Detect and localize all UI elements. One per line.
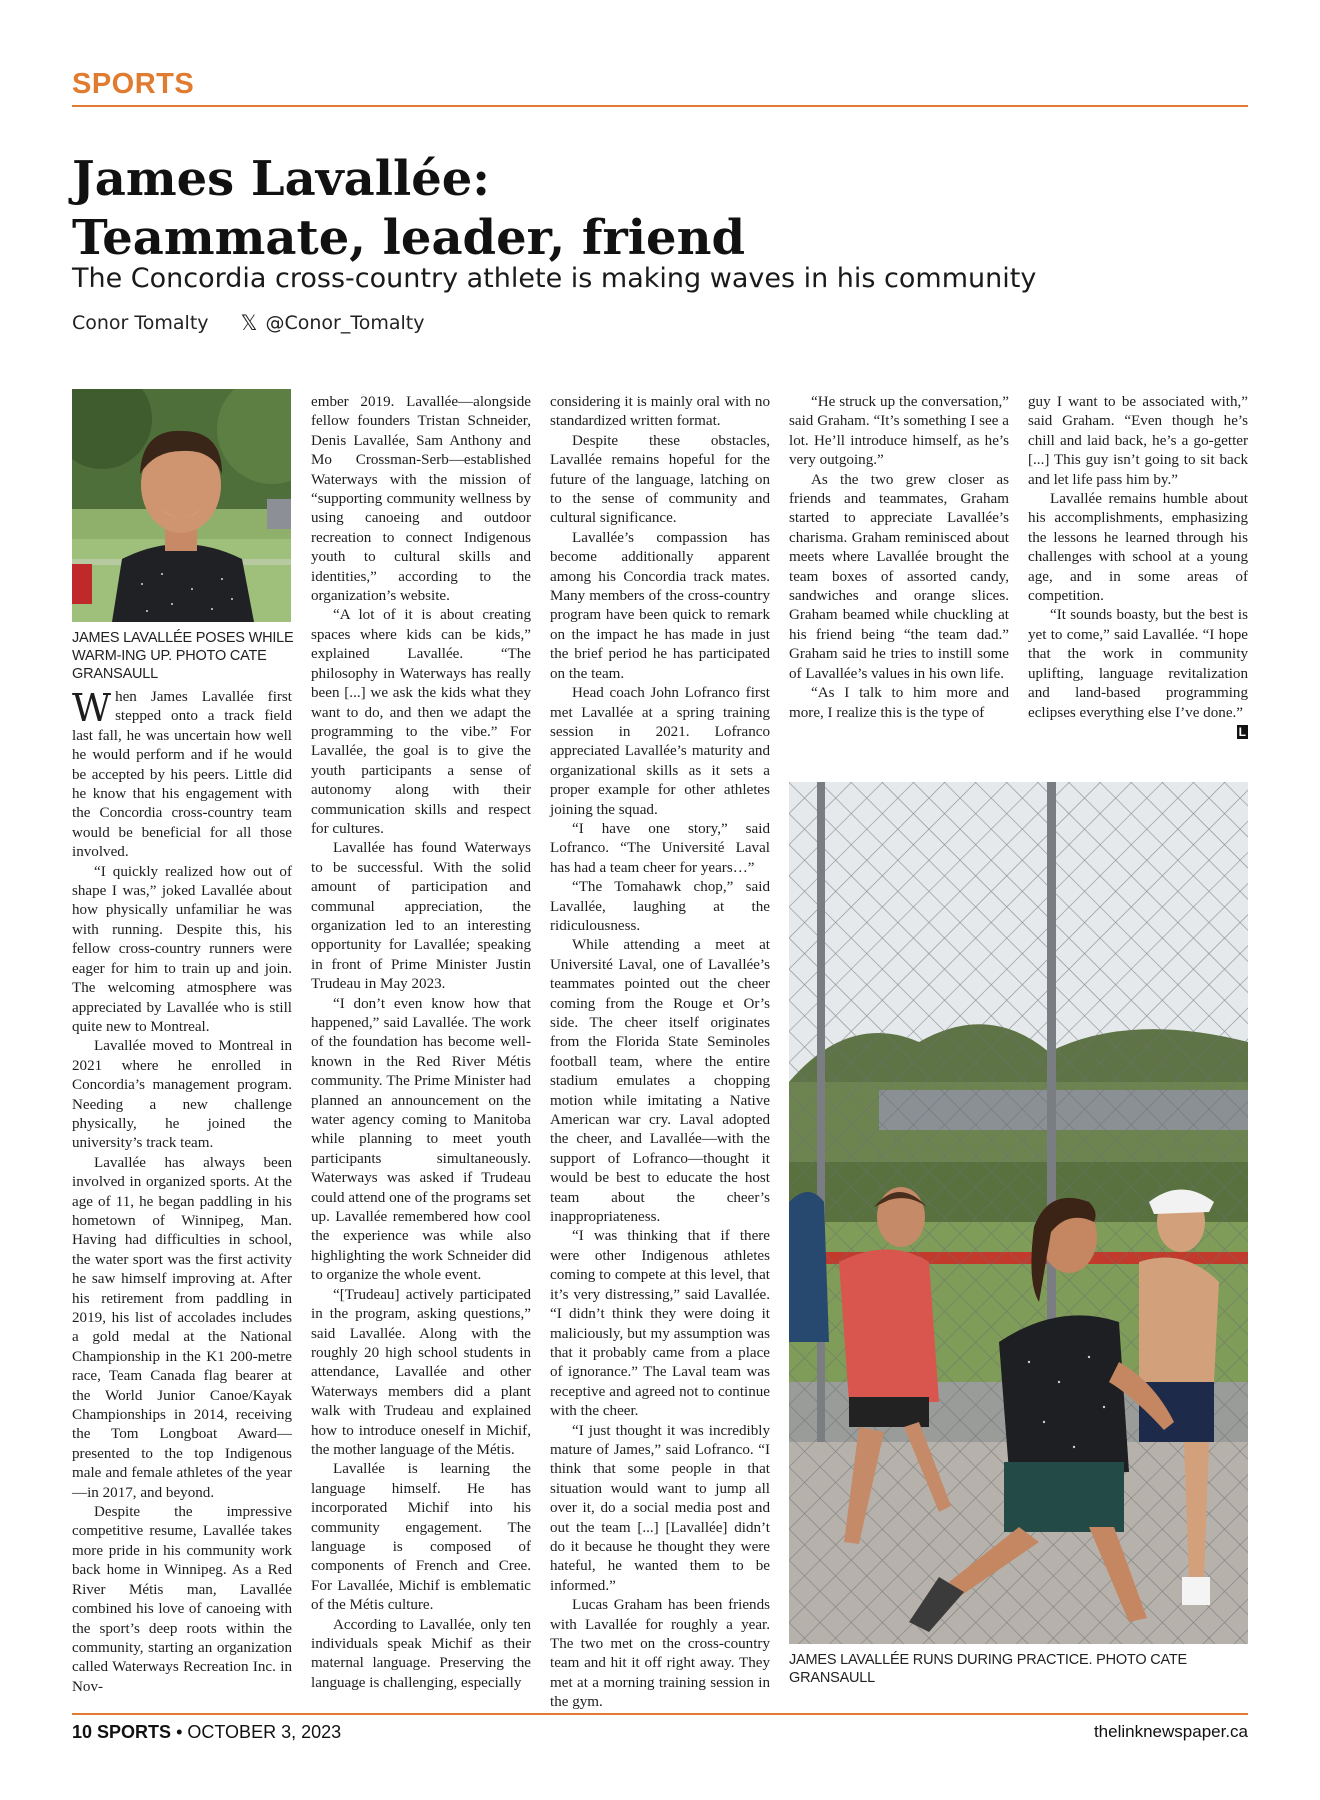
body-paragraph: While attending a meet at Université Laval, one of Lavallée’s teammates pointed out the cheer coming from the Rouge et Or’s side. The cheer itself originates from the Florida State Seminoles football team, where the entire stadium emulates a chopping motion while imitating a Native American war cry. Laval adopted the cheer, and Lavallée—with the support of Lofranco—thought it would be best to educate the host team about the cheer’s inappropriateness.	[550, 937, 770, 1226]
article-column-3	[550, 393, 770, 1713]
footer-website[interactable]: thelinknewspaper.ca	[1093, 1722, 1248, 1741]
article-column-1	[72, 688, 292, 1697]
body-paragraph: Lavallée has always been involved in organized sports. At the age of 11, he began paddling in his hometown of Winnipeg, Man. Having had difficulties in school, the water sport was the first activity he saw himself improving at. After his retirement from paddling in 2019, his list of accolades includes a gold medal at the National Championship in the K1 200-metre race, Team Canada flag bearer at the World Junior Canoe/Kayak Championships in 2014, receiving the Tom Longboat Award—presented to the top Indigenous male and female athletes of the year—in 2017, and beyond.	[72, 1154, 292, 1501]
article-headline	[72, 150, 1172, 268]
lede-paragraph	[72, 688, 292, 863]
body-paragraph: Lavallée moved to Montreal in 2021 where he enrolled in Concordia’s management program. Needing a new challenge physically, he joined the university’s track team.	[72, 1038, 292, 1152]
body-paragraph: ember 2019. Lavallée—alongside fellow founders Tristan Schneider, Denis Lavallée, Sam Anthony and Mo Crossman-Serb—established Waterways with the mission of “supporting community wellness by using canoeing and outdoor recreation to connect Indigenous youth to cultural skills and identities,” according to the organization’s website.	[311, 394, 531, 605]
byline	[72, 311, 424, 335]
article-dek: The Concordia cross-country athlete is making waves in his community	[72, 263, 1037, 294]
x-logo-icon[interactable]: 𝕏	[240, 311, 258, 335]
body-paragraph: “The Tomahawk chop,” said Lavallée, laughing at the ridiculousness.	[550, 879, 770, 934]
article-column-2	[311, 393, 531, 1693]
body-paragraph: “[Trudeau] actively participated in the program, asking questions,” said Lavallée. Along with the roughly 20 high school students in attendance, Lavallée and other Waterways members did a plant walk with Trudeau and explained how to introduce oneself in Michif, the mother language of the Métis.	[311, 1286, 531, 1458]
body-paragraph: “A lot of it is about creating spaces where kids can be kids,” explained Lavallée. “The philosophy in Waterways has really been [...] we ask the kids what they want to do, and then we adapt the programming to the vibe.” For Lavallée, the goal is to give the youth participants a sense of autonomy along with their communication skills and respect for cultures.	[311, 607, 531, 837]
section-rule	[72, 105, 1248, 107]
headline-line-1: James Lavallée:	[72, 151, 490, 207]
author-name: Conor Tomalty	[72, 312, 209, 334]
footer-folio	[72, 1722, 341, 1743]
body-paragraph: As the two grew closer as friends and teammates, Graham started to appreciate Lavallée’s charisma. Graham reminisced about meets where Lavallée brought the team boxes of assorted candy, sandwiches and orange slices. Graham beamed while chuckling at his friend being “the team dad.” Graham said he tries to instill some of Lavallée’s values in his own life.	[789, 471, 1009, 682]
article-column-4	[789, 393, 1009, 723]
headline-line-2: Teammate, leader, friend	[72, 210, 746, 266]
runners-caption: JAMES LAVALLÉE RUNS DURING PRACTICE. PHOTO CATE GRANSAULL	[789, 1652, 1188, 1686]
section-label: SPORTS	[72, 68, 195, 100]
portrait-caption: JAMES LAVALLÉE POSES WHILE WARM-ING UP. PHOTO CATE GRANSAULL	[72, 630, 294, 682]
body-paragraph: Despite the impressive competitive resume, Lavallée takes more pride in his community work back home in Winnipeg. As a Red River Métis man, Lavallée combined his love of canoeing with the sport’s deep roots within the community, starting an organization called Waterways Recreation Inc. in Nov-	[72, 1504, 292, 1695]
the-link-endmark-icon: L	[1238, 724, 1246, 739]
body-paragraph: Lavallée remains humble about his accomplishments, emphasizing the lessons he learned through his challenges with school at a young age, and in some areas of competition.	[1028, 491, 1248, 605]
footer-date: OCTOBER 3, 2023	[187, 1722, 342, 1742]
drop-cap: W	[72, 686, 112, 730]
body-paragraph: Lavallée’s compassion has become additionally apparent among his Concordia track mates. Many members of the cross-country program have been quick to remark on the impact he has made in just the brief period he has participated on the team.	[550, 529, 770, 682]
body-paragraph: guy I want to be associated with,” said Graham. “Even though he’s chill and laid back, he’s a go-getter [...] This guy isn’t going to sit back and let life pass him by.”	[1028, 394, 1248, 488]
body-paragraph: “I have one story,” said Lofranco. “The Université Laval has had a team cheer for years…”	[550, 820, 770, 876]
body-paragraph: According to Lavallée, only ten individuals speak Michif as their maternal language. Preserving the language is challenging, especially	[311, 1616, 531, 1691]
body-paragraph: Despite these obstacles, Lavallée remains hopeful for the future of the language, latching on to the sense of community and cultural significance.	[550, 432, 770, 527]
body-paragraph: Lavallée is learning the language himself. He has incorporated Michif into his community engagement. The language is composed of components of French and Cree. For Lavallée, Michif is emblematic of the Métis culture.	[311, 1461, 531, 1614]
endmark-line	[1028, 723, 1248, 742]
body-paragraph: Lucas Graham has been friends with Lavallée for roughly a year. The two met on the cross-country team and hit it off right away. They met at a morning training session in the gym.	[550, 1597, 770, 1711]
body-paragraph: “I don’t even know how that happened,” said Lavallée. The work of the foundation has become well-known in the Red River Métis community. The Prime Minister had planned an announcement on the water agency coming to Manitoba while planning to meet youth participants simultaneously. Waterways was asked if Trudeau could attend one of the programs set up. Lavallée remembered how cool the experience was while also highlighting the work Schneider did to organize the whole event.	[311, 995, 531, 1284]
author-handle[interactable]: @Conor_Tomalty	[265, 312, 425, 334]
lede-text: hen James Lavallée first stepped onto a track field last fall, he was uncertain how well he would perform and if he would be accepted by his peers. Little did he know that his engagement with the Concordia cross-country team would be beneficial for all those involved.	[72, 689, 292, 861]
runners-photo	[789, 782, 1248, 1644]
body-paragraph: considering it is mainly oral with no standardized written format.	[550, 394, 770, 430]
body-paragraph: “He struck up the conversation,” said Graham. “It’s something I see a lot. He’ll introduce himself, as he’s very outgoing.”	[789, 394, 1009, 469]
footer-page-section: 10 SPORTS	[72, 1722, 172, 1742]
body-paragraph: Head coach John Lofranco first met Lavallée at a spring training session in 2021. Lofranco appreciated Lavallée’s maturity and organizational skills as it sets a proper example for other athletes joining the squad.	[550, 685, 770, 818]
body-paragraph: Lavallée has found Waterways to be successful. With the solid amount of participation and communal appreciation, the organization led to an interesting opportunity for Lavallée; speaking in front of Prime Minister Justin Trudeau in May 2023.	[311, 840, 531, 993]
footer-bullet: •	[176, 1722, 183, 1742]
article-column-5	[1028, 393, 1248, 742]
body-paragraph: “I just thought it was incredibly mature of James,” said Lofranco. “I think that some people in that situation would want to jump all over it, do a social media post and out the team [...] [Lavallée] didn’t do it because he thought they were hateful, he wanted them to be informed.”	[550, 1422, 770, 1594]
body-paragraph: “It sounds boasty, but the best is yet to come,” said Lavallée. “I hope that the work in community uplifting, language revitalization and land-based programming eclipses everything else I’ve done.”	[1028, 607, 1248, 721]
body-paragraph: “I was thinking that if there were other Indigenous athletes coming to compete at this level, that it’s very distressing,” said Lavallée. “I didn’t think they were doing it maliciously, but my assumption was that it probably came from a place of ignorance.” The Laval team was receptive and agreed not to continue with the cheer.	[550, 1228, 770, 1420]
portrait-photo	[72, 389, 291, 622]
body-paragraph: “I quickly realized how out of shape I was,” joked Lavallée about how physically unfamiliar he was with running. Despite this, his fellow cross-country runners were eager for him to train up and join. The welcoming atmosphere was appreciated by Lavallée who is still quite new to Montreal.	[72, 863, 292, 1035]
body-paragraph: “As I talk to him more and more, I realize this is the type of	[789, 685, 1009, 721]
footer-rule	[72, 1713, 1248, 1715]
